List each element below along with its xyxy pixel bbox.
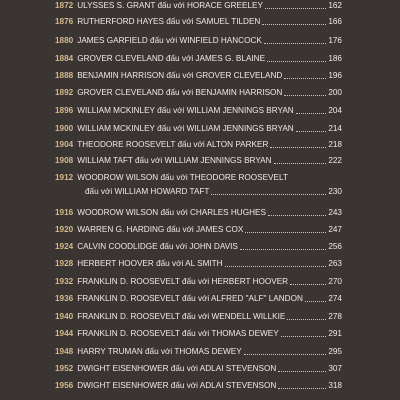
toc-title: DWIGHT EISENHOWER đấu với ADLAI STEVENSON (77, 364, 277, 373)
toc-title: HARRY TRUMAN đấu với THOMAS DEWEY (77, 347, 242, 356)
toc-title: WARREN G. HARDING đấu với JAMES COX (77, 225, 244, 234)
toc-entry (55, 223, 342, 237)
toc-page-number: 204 (328, 106, 342, 115)
toc-entry (55, 275, 342, 289)
toc-page-number: 291 (328, 329, 342, 338)
dot-leader (290, 275, 326, 285)
toc-page-number: 222 (328, 156, 342, 165)
toc-title: THEODORE ROOSEVELT đấu với ALTON PARKER (77, 140, 269, 149)
toc-page-number: 176 (328, 36, 342, 45)
toc-entry (55, 292, 342, 306)
toc-page-number: 263 (328, 259, 342, 268)
toc-title: WOODROW WILSON đấu với THEODORE ROOSEVELT (77, 173, 288, 182)
toc-entry (55, 0, 342, 13)
toc-entry (55, 345, 342, 359)
toc-title: BENJAMIN HARRISON đấu với GROVER CLEVELAND (77, 71, 283, 80)
toc-entry (55, 34, 342, 48)
dot-leader (284, 69, 326, 79)
toc-year: 1956 (55, 381, 74, 390)
dot-leader (270, 138, 326, 148)
toc-page-number: 218 (328, 140, 342, 149)
toc-title: WILLIAM MCKINLEY đấu với WILLIAM JENNINGS BRYAN (77, 106, 294, 115)
toc-entry (55, 69, 342, 83)
dot-leader (284, 86, 326, 96)
toc-entry (55, 138, 342, 152)
dot-leader (281, 327, 327, 337)
toc-page-number: 166 (328, 17, 342, 26)
toc-title: CALVIN COODLIDGE đấu với JOHN DAVIS (77, 242, 238, 251)
toc-title: ULYSSES S. GRANT đấu với HORACE GREELEY (77, 1, 263, 10)
toc-page-number: 270 (328, 277, 342, 286)
toc-year: 1924 (55, 242, 74, 251)
toc-page-number: 162 (328, 1, 342, 10)
dot-leader (296, 122, 327, 132)
toc-entry (55, 379, 342, 393)
dot-leader (278, 379, 326, 389)
toc-year: 1904 (55, 140, 74, 149)
toc-year: 1896 (55, 106, 74, 115)
toc-title: WILLIAM MCKINLEY đấu với WILLIAM JENNINGS BRYAN (77, 124, 294, 133)
toc-title: WILLIAM TAFT đấu với WILLIAM JENNINGS BRYAN (77, 156, 272, 165)
toc-year: 1892 (55, 88, 74, 97)
toc-title: JAMES GARFIELD đấu với WINFIELD HANCOCK (77, 36, 262, 45)
toc-year: 1928 (55, 259, 74, 268)
dot-leader (244, 345, 327, 355)
toc-year: 1920 (55, 225, 74, 234)
dot-leader (268, 206, 326, 216)
toc-title: WOODROW WILSON đấu với CHARLES HUGHES (77, 208, 266, 217)
toc-year: 1912 (55, 173, 74, 182)
toc-entry (55, 86, 342, 100)
toc-year: 1944 (55, 329, 74, 338)
toc-page-number: 214 (328, 124, 342, 133)
toc-page-number: 230 (328, 187, 342, 196)
toc-year: 1948 (55, 347, 74, 356)
toc-year: 1932 (55, 277, 74, 286)
toc-title: RUTHERFORD HAYES đấu với SAMUEL TILDEN (77, 17, 261, 26)
toc-title: FRANKLIN D. ROOSEVELT đấu với WENDELL WILLKIE (77, 312, 286, 321)
toc-year: 1900 (55, 124, 74, 133)
dot-leader (274, 154, 327, 164)
toc-title: GROVER CLEVELAND đấu với JAMES G. BLAINE (77, 54, 266, 63)
toc-page-number: 196 (328, 71, 342, 80)
dot-leader (211, 185, 326, 195)
toc-page-number: 247 (328, 225, 342, 234)
toc-entry (55, 327, 342, 341)
dot-leader (265, 0, 326, 9)
toc-title: FRANKLIN D. ROOSEVELT đấu với THOMAS DEWEY (77, 329, 279, 338)
dot-leader (305, 292, 326, 302)
toc-entry (55, 52, 342, 66)
toc-year: 1888 (55, 71, 74, 80)
dot-leader (287, 310, 326, 320)
dot-leader (278, 362, 326, 372)
toc-entry (55, 206, 342, 220)
toc-page-number: 295 (328, 347, 342, 356)
toc-entry (55, 15, 342, 29)
toc-year: 1916 (55, 208, 74, 217)
toc-entry (55, 240, 342, 254)
toc-entry (55, 257, 342, 271)
toc-page-number: 256 (328, 242, 342, 251)
toc-page-number: 278 (328, 312, 342, 321)
toc-year: 1908 (55, 156, 74, 165)
toc-title: GROVER CLEVELAND đấu với BENJAMIN HARRISON (77, 88, 283, 97)
toc-title: HERBERT HOOVER đấu với AL SMITH (77, 259, 223, 268)
toc-year: 1876 (55, 17, 74, 26)
toc-entry (55, 310, 342, 324)
toc-title: FRANKLIN D. ROOSEVELT đấu với HERBERT HOOVER (77, 277, 289, 286)
toc-page-number: 274 (328, 294, 342, 303)
toc-page-number: 200 (328, 88, 342, 97)
toc-year: 1940 (55, 312, 74, 321)
toc-year: 1872 (55, 1, 74, 10)
toc-page-number: 243 (328, 208, 342, 217)
dot-leader (267, 52, 326, 62)
toc-entry (55, 104, 342, 118)
dot-leader (245, 223, 326, 233)
dot-leader (264, 34, 326, 44)
toc-entry (55, 154, 342, 168)
toc-entry (55, 122, 342, 136)
toc-entry (55, 171, 342, 199)
toc-title: FRANKLIN D. ROOSEVELT đấu với ALFRED "ALF" LANDON (77, 294, 303, 303)
toc-year: 1880 (55, 36, 74, 45)
toc-year: 1936 (55, 294, 74, 303)
dot-leader (225, 257, 327, 267)
toc-title: DWIGHT EISENHOWER đấu với ADLAI STEVENSON (77, 381, 277, 390)
dot-leader (262, 15, 326, 25)
toc-page-number: 318 (328, 381, 342, 390)
dot-leader (240, 240, 326, 250)
toc-year: 1952 (55, 364, 74, 373)
toc-page-number: 186 (328, 54, 342, 63)
toc-year: 1884 (55, 54, 74, 63)
toc-page-number: 307 (328, 364, 342, 373)
toc-title-continued: đấu với WILLIAM HOWARD TAFT (85, 187, 210, 196)
dot-leader (296, 104, 327, 114)
toc-entry (55, 362, 342, 376)
